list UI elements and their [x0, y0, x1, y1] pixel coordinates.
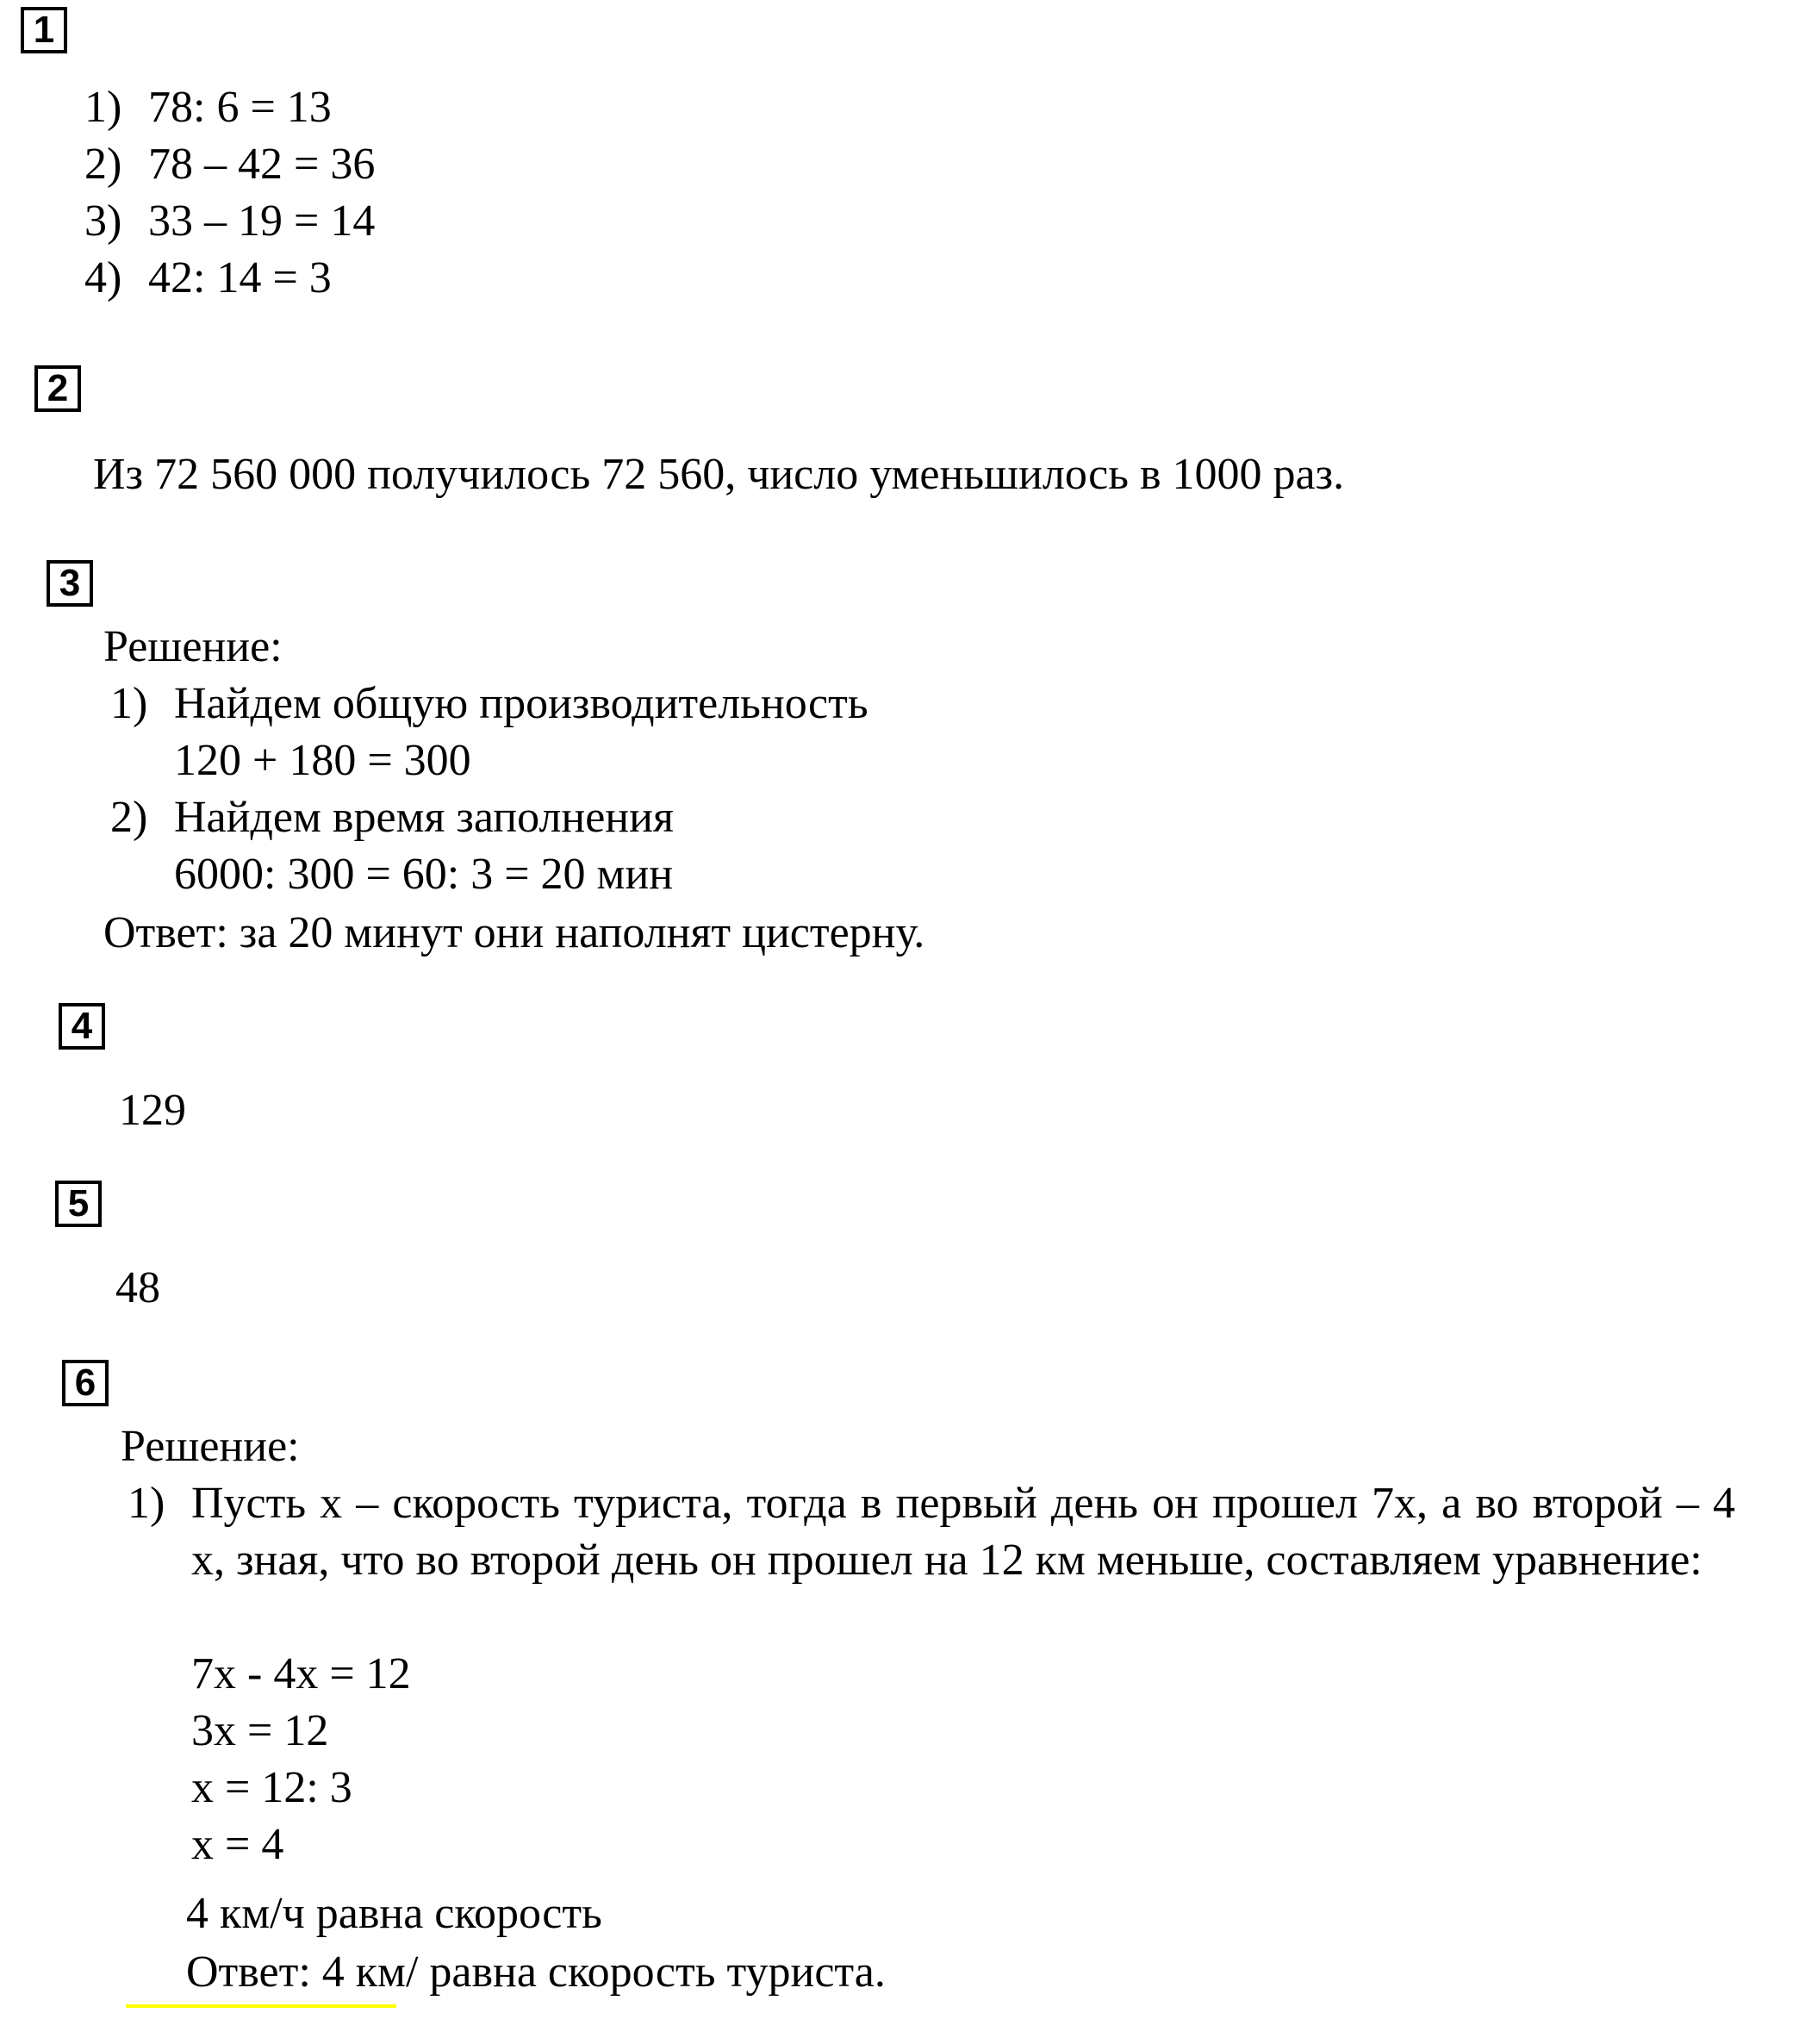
task-1-number: 1	[21, 7, 67, 53]
list-item: 78 – 42 = 36	[148, 140, 376, 189]
task-3-number: 3	[47, 560, 93, 607]
task-4-answer: 129	[119, 1086, 186, 1135]
list-item: 33 – 19 = 14	[148, 196, 376, 246]
task-3-step-1-number: 1)	[110, 679, 148, 728]
list-item-number: 4)	[84, 253, 122, 302]
task-3-answer: Ответ: за 20 минут они наполнят цистерну.	[103, 908, 925, 957]
task-3-solution-label: Решение:	[103, 622, 283, 671]
list-item: 78: 6 = 13	[148, 83, 332, 132]
task-3-step-2-text: Найдем время заполнения	[174, 793, 674, 842]
task-5-answer: 48	[115, 1263, 160, 1312]
task-6-step-text: Пусть x – скорость туриста, тогда в первый день он прошел 7x, а во второй – 4 x, зная, что во второй день он прошел на 12 км меньше, составляем уравнение:	[191, 1479, 1735, 1585]
task-3-step-1-calc: 120 + 180 = 300	[174, 736, 471, 785]
task-6-result: 4 км/ч равна скорость	[186, 1889, 602, 1938]
task-6-equation: 3x = 12	[191, 1706, 329, 1755]
task-6-answer: Ответ: 4 км/ равна скорость туриста.	[186, 1947, 886, 1997]
list-item-number: 1)	[84, 83, 122, 132]
task-3-step-1-text: Найдем общую производительность	[174, 679, 868, 728]
task-2-text: Из 72 560 000 получилось 72 560, число уменьшилось в 1000 раз.	[93, 450, 1345, 499]
task-6-number: 6	[62, 1360, 109, 1406]
list-item-number: 3)	[84, 196, 122, 246]
task-3-step-2-calc: 6000: 300 = 60: 3 = 20 мин	[174, 850, 674, 899]
task-6-equation: x = 12: 3	[191, 1763, 352, 1812]
task-6-equation: 7x - 4x = 12	[191, 1649, 411, 1698]
list-item-number: 2)	[84, 140, 122, 189]
task-2-number: 2	[34, 365, 81, 412]
highlight-mark	[126, 2004, 396, 2008]
task-6-equation: x = 4	[191, 1820, 284, 1869]
task-3-step-2-number: 2)	[110, 793, 148, 842]
task-6-solution-label: Решение:	[121, 1422, 300, 1471]
task-6-step-number: 1)	[128, 1479, 165, 1528]
list-item: 42: 14 = 3	[148, 253, 332, 302]
task-5-number: 5	[55, 1181, 102, 1227]
task-4-number: 4	[59, 1003, 105, 1050]
